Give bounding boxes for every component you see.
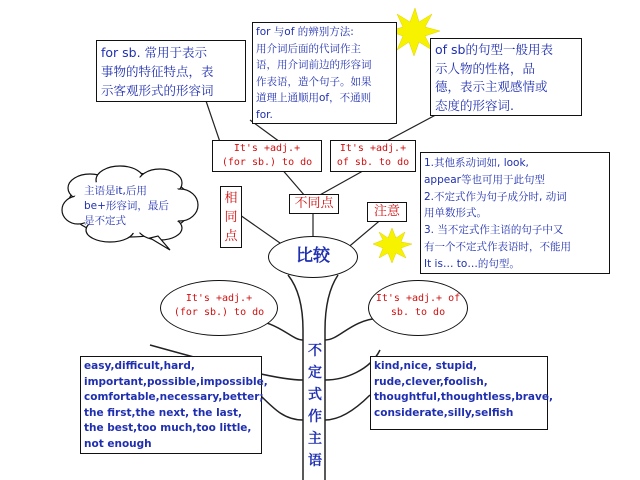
difference-label: 不同点: [289, 194, 339, 214]
for-adjectives-box: easy,difficult,hard, important,possible,impossible, comfortable,necessary,better; the first,the next, the last, the best,too much,too little, not enough: [80, 356, 262, 454]
pattern-for-bottom-node: [160, 280, 278, 336]
pattern-of-top-box: It's +adj.+ of sb. to do: [330, 140, 416, 172]
attention-label: 注意: [367, 202, 407, 222]
cloud-text: 主语是it,后用 be+形容词，最后 是不定式: [84, 185, 169, 227]
star-burst-middle: [373, 228, 412, 263]
for-of-distinction-box: for 与of 的辨别方法: 用介词后面的代词作主 语，用介词前边的形容词 作表语，造个句子。如果 道理上通顺用of，不通则 for.: [252, 22, 397, 124]
for-sb-usage-box: for sb. 常用于表示 事物的特征特点，表 示客观形式的形容词: [96, 40, 246, 102]
of-sb-usage-box: of sb的句型一般用表 示人物的性格，品 德，表示主观感情或 态度的形容词.: [430, 38, 582, 116]
compare-center-node: [268, 236, 358, 278]
of-adjectives-box: kind,nice, stupid, rude,clever,foolish, thoughtful,thoughtless,brave, considerate,silly,selfish: [370, 356, 548, 430]
trunk-label: 不 定 式 作 主 语: [308, 343, 322, 469]
pattern-for-bottom-text: It's +adj.+ (for sb.) to do: [173, 293, 265, 318]
notes-box: 1.其他系动词如, look, appear等也可用于此句型 2.不定式作为句子成分时, 动词 用单数形式。 3. 当不定式作主语的句子中又 有一个不定式作表语时，不能用 It is… to…的句型。: [420, 152, 610, 274]
center-label: 比较: [296, 246, 330, 266]
pattern-of-bottom-node: [368, 280, 468, 336]
pattern-of-bottom-text: It's +adj.+ of sb. to do: [375, 293, 461, 318]
pattern-for-top-box: It's +adj.+ (for sb.) to do: [212, 140, 322, 172]
similarity-label: 相 同 点: [220, 186, 242, 248]
